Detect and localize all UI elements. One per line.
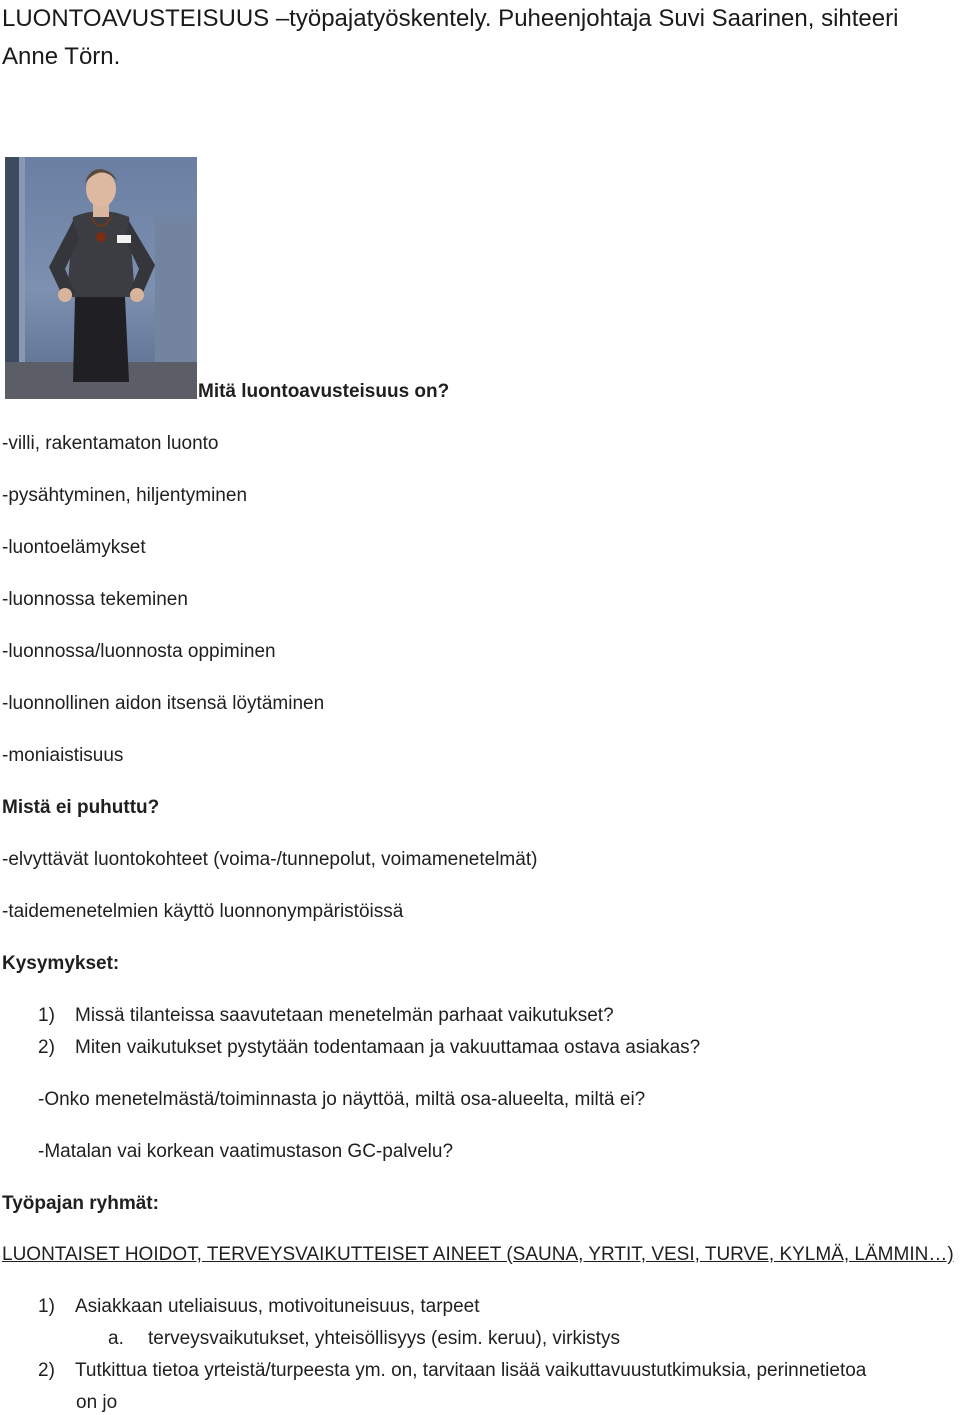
- question-text: Missä tilanteissa saavutetaan menetelmän parhaat vaikutukset?: [75, 1005, 614, 1026]
- list-number: 2): [38, 1360, 55, 1381]
- document-title: LUONTOAVUSTEISUUS –työpajatyöskentely. Puheenjohtaja Suvi Saarinen, sihteeri Anne Törn.: [2, 5, 899, 70]
- list-item: -pysähtyminen, hiljentyminen: [2, 485, 248, 506]
- question-item: [38, 1036, 700, 1060]
- list-item: -villi, rakentamaton luonto: [2, 433, 219, 454]
- group-item: [38, 1359, 866, 1383]
- group-title: LUONTAISET HOIDOT, TERVEYSVAIKUTTEISET AINEET (SAUNA, YRTIT, VESI, TURVE, KYLMÄ, LÄMMIN…): [2, 1244, 954, 1265]
- sub-question: -Onko menetelmästä/toiminnasta jo näyttöä, miltä osa-alueelta, miltä ei?: [38, 1089, 646, 1110]
- list-number: 1): [38, 1296, 55, 1317]
- section-heading-groups: Työpajan ryhmät:: [2, 1193, 159, 1214]
- group-item-text: Tutkittua tietoa yrteistä/turpeesta ym. on, tarvitaan lisää vaikuttavuustutkimuksia, perinnetietoa: [75, 1360, 867, 1381]
- section-heading-questions: Kysymykset:: [2, 953, 120, 974]
- list-item: -elvyttävät luontokohteet (voima-/tunnepolut, voimamenetelmät): [2, 849, 538, 870]
- list-item: -moniaistisuus: [2, 745, 124, 766]
- list-number: 2): [38, 1037, 55, 1058]
- group-item-text: Asiakkaan uteliaisuus, motivoituneisuus, tarpeet: [75, 1296, 480, 1317]
- list-item: -luonnollinen aidon itsensä löytäminen: [2, 693, 325, 714]
- list-item: -luonnossa/luonnosta oppiminen: [2, 641, 276, 662]
- section-heading-not-discussed: Mistä ei puhuttu?: [2, 797, 160, 818]
- presenter-photo: [5, 157, 197, 399]
- sub-question: -Matalan vai korkean vaatimustason GC-palvelu?: [38, 1141, 454, 1162]
- group-item: [38, 1295, 480, 1319]
- group-subitem-text: terveysvaikutukset, yhteisöllisyys (esim. keruu), virkistys: [148, 1328, 620, 1349]
- group-subitem: [108, 1327, 620, 1351]
- list-item: -luonnossa tekeminen: [2, 589, 188, 610]
- group-item-continuation: on jo: [76, 1392, 118, 1413]
- question-item: [38, 1004, 614, 1028]
- list-item: -taidemenetelmien käyttö luonnonympäristöissä: [2, 901, 404, 922]
- list-number: 1): [38, 1005, 55, 1026]
- section-heading-what-is: Mitä luontoavusteisuus on?: [198, 381, 450, 402]
- list-letter: a.: [108, 1328, 124, 1349]
- list-item: -luontoelämykset: [2, 537, 146, 558]
- question-text: Miten vaikutukset pystytään todentamaan ja vakuuttamaa ostava asiakas?: [75, 1037, 701, 1058]
